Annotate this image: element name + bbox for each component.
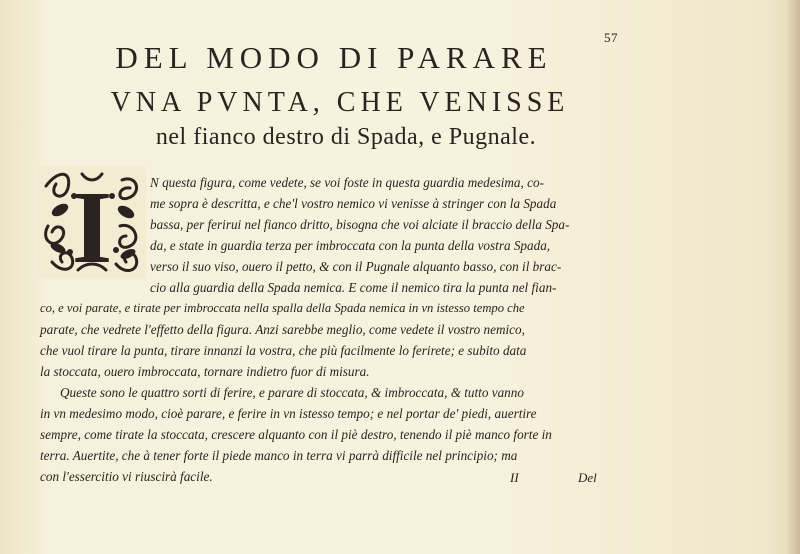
chapter-title-line-2: VNA PVNTA, CHE VENISSE [110, 87, 570, 118]
text-line: verso il suo viso, ouero il petto, & con il Pugnale alquanto basso, con il brac- [150, 259, 562, 274]
text-line: cio alla guardia della Spada nemica. E come il nemico tira la punta nel fian- [150, 280, 557, 295]
text-line: sempre, come tirate la stoccata, crescere alquanto con il piè destro, tenendo il piè manco forte in [40, 427, 552, 442]
chapter-title-line-1: DEL MODO DI PARARE [115, 40, 553, 75]
catchword: Del [578, 470, 597, 485]
text-line: in vn medesimo modo, cioè parare, e ferire in vn istesso tempo; e nel portar de' piedi, auertire [40, 406, 537, 421]
text-line: Queste sono le quattro sorti di ferire, e parare di stoccata, & imbroccata, & tutto vanno [60, 385, 524, 400]
foliage-ornament-icon [38, 166, 146, 278]
text-line: bassa, per ferirui nel fianco dritto, bisogna che voi alciate il braccio della Spa- [150, 217, 570, 232]
signature-mark: II [510, 470, 519, 485]
page-number: 57 [604, 30, 618, 45]
page-edge-shadow [786, 0, 800, 554]
decorated-initial-letter [38, 166, 146, 278]
text-line: la stoccata, ouero imbroccata, tornare indietro fuor di misura. [40, 364, 370, 379]
text-line: N questa figura, come vedete, se voi foste in questa guardia medesima, co- [150, 175, 544, 190]
text-line: che vuol tirare la punta, tirare innanzi la vostra, che più facilmente lo ferirete; e subito data [40, 343, 527, 358]
text-line: terra. Auertite, che à tener forte il piede manco in terra vi parrà difficile nel principio; ma [40, 448, 518, 463]
text-line: co, e voi parate, e tirate per imbroccata nella spalla della Spada nemica in vn istesso tempo che [40, 301, 525, 315]
text-line: me sopra è descritta, e che'l vostro nemico vi venisse à stringer con la Spada [150, 196, 557, 211]
initial-letter-glyph: I [71, 170, 113, 278]
text-line: da, e state in guardia terza per imbroccata con la punta della vostra Spada, [150, 238, 551, 253]
text-line: con l'essercitio vi riuscirà facile. [40, 469, 213, 484]
chapter-title-line-3: nel fianco destro di Spada, e Pugnale. [155, 124, 537, 150]
text-line: parate, che vedrete l'effetto della figura. Anzi sarebbe meglio, come vedete il vostro nemico, [40, 322, 525, 337]
